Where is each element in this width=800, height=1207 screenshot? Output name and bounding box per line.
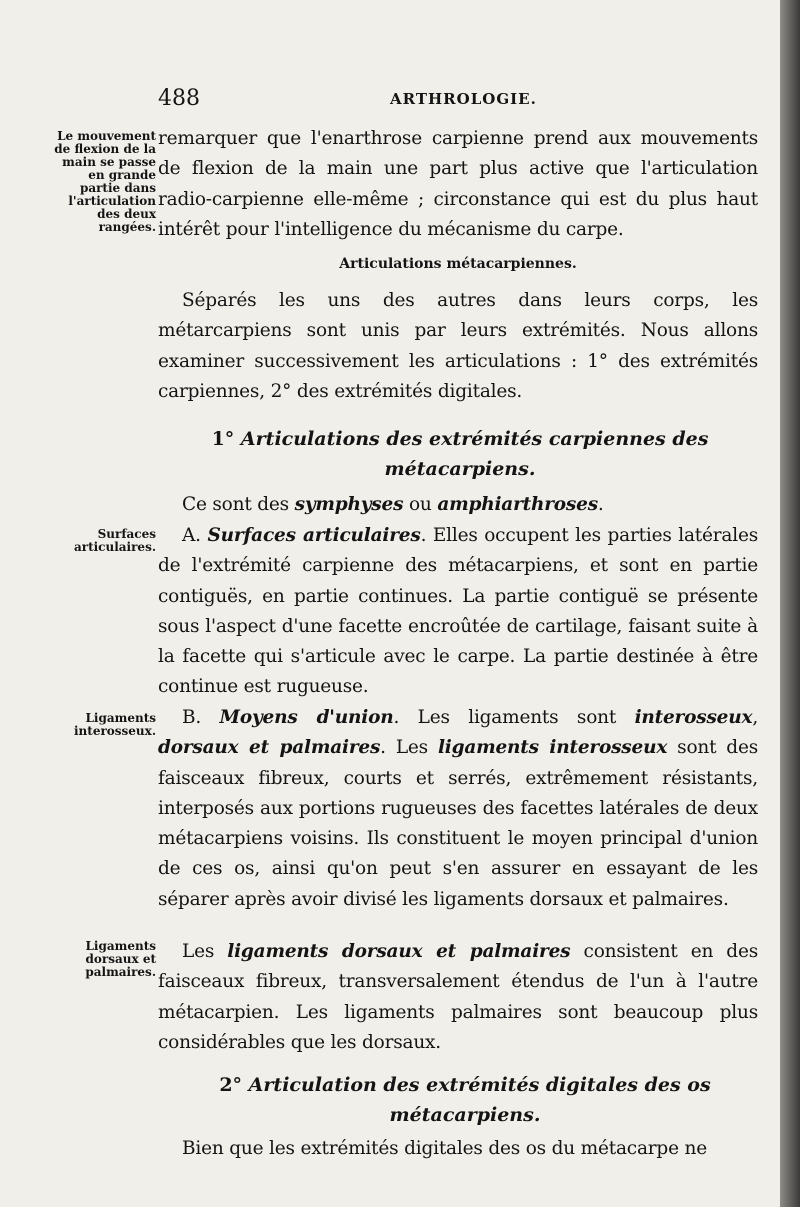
page-header — [158, 86, 758, 116]
paragraph-symphyses: Ce sont des symphyses ou amphiarthroses. — [182, 494, 604, 515]
section-1-number: 1° — [211, 428, 235, 450]
para-surfaces-block — [158, 521, 758, 703]
section-heading-1 — [200, 424, 720, 484]
paragraph-final: Bien que les extrémités digitales des os du métacarpe ne — [182, 1138, 707, 1159]
paragraph-dorsaux: Les ligaments dorsaux et palmaires consistent en des faisceaux fibreux, transversalement étendus de l'un à l'autre métacarpien. Les ligaments palmaires sont beaucoup plus considérables que les dorsaux. — [158, 941, 758, 1053]
subheading-articulations: Articulations métacarpiennes. — [339, 256, 577, 272]
book-spine-shadow — [780, 0, 800, 1207]
section-heading-2 — [210, 1070, 720, 1130]
margin-note-surfaces: Surfaces articulaires. — [73, 527, 156, 554]
para-dorsaux-block — [158, 937, 758, 1058]
para-symphyses-block — [158, 490, 758, 520]
paragraph-moyens: B. Moyens d'union. Les ligaments sont interosseux, dorsaux et palmaires. Les ligaments interosseux sont des faisceaux fibreux, courts et serrés, extrêmement résistants, interposés aux portions rugueuses des facettes latérales de deux métacarpiens voisins. Ils constituent le moyen principal d'union de ces os, ainsi qu'on peut s'en assurer en essayant de les séparer après avoir divisé les ligaments dorsaux et palmaires. — [158, 707, 759, 910]
para-moyens-block — [158, 703, 758, 915]
paragraph-intro: remarquer que l'enarthrose carpienne prend aux mouvements de flexion de la main une part plus active que l'articulation radio-carpienne elle-même ; circonstance qui est du plus haut intérêt pour l'intelligence du mécanisme du carpe. — [158, 128, 758, 240]
paragraph-separes: Séparés les uns des autres dans leurs corps, les métarcarpiens sont unis par leurs extrémités. Nous allons examiner successivement les articulations : 1° des extrémités carpiennes, 2° des extrémités digitales. — [158, 290, 758, 402]
page-number: 488 — [158, 86, 200, 111]
section-1-title: Articulations des extrémités carpiennes des métacarpiens. — [240, 428, 709, 480]
para-final-block — [158, 1134, 758, 1164]
para-separes-block — [158, 286, 758, 407]
margin-note-dorsaux: Ligaments dorsaux et palmaires. — [85, 939, 156, 979]
paragraph-surfaces: A. Surfaces articulaires. Elles occupent les parties latérales de l'extrémité carpienne des métacarpiens, et sont en partie contiguës, en partie continues. La partie contiguë se présente sous l'aspect d'une facette encroûtée de cartilage, faisant suite à la facette qui s'articule avec le carpe. La partie destinée à être continue est rugueuse. — [158, 525, 758, 698]
section-2-title: Articulation des extrémités digitales des os métacarpiens. — [248, 1074, 711, 1126]
para-intro-block — [158, 124, 758, 245]
section-2-number: 2° — [219, 1074, 243, 1096]
margin-note-interosseux: Ligaments interosseux. — [74, 711, 156, 738]
running-head: ARTHROLOGIE. — [390, 90, 537, 108]
margin-note-flexion: Le mouvement de flexion de la main se passe en grande partie dans l'articulation des deux rangées. — [54, 129, 156, 234]
